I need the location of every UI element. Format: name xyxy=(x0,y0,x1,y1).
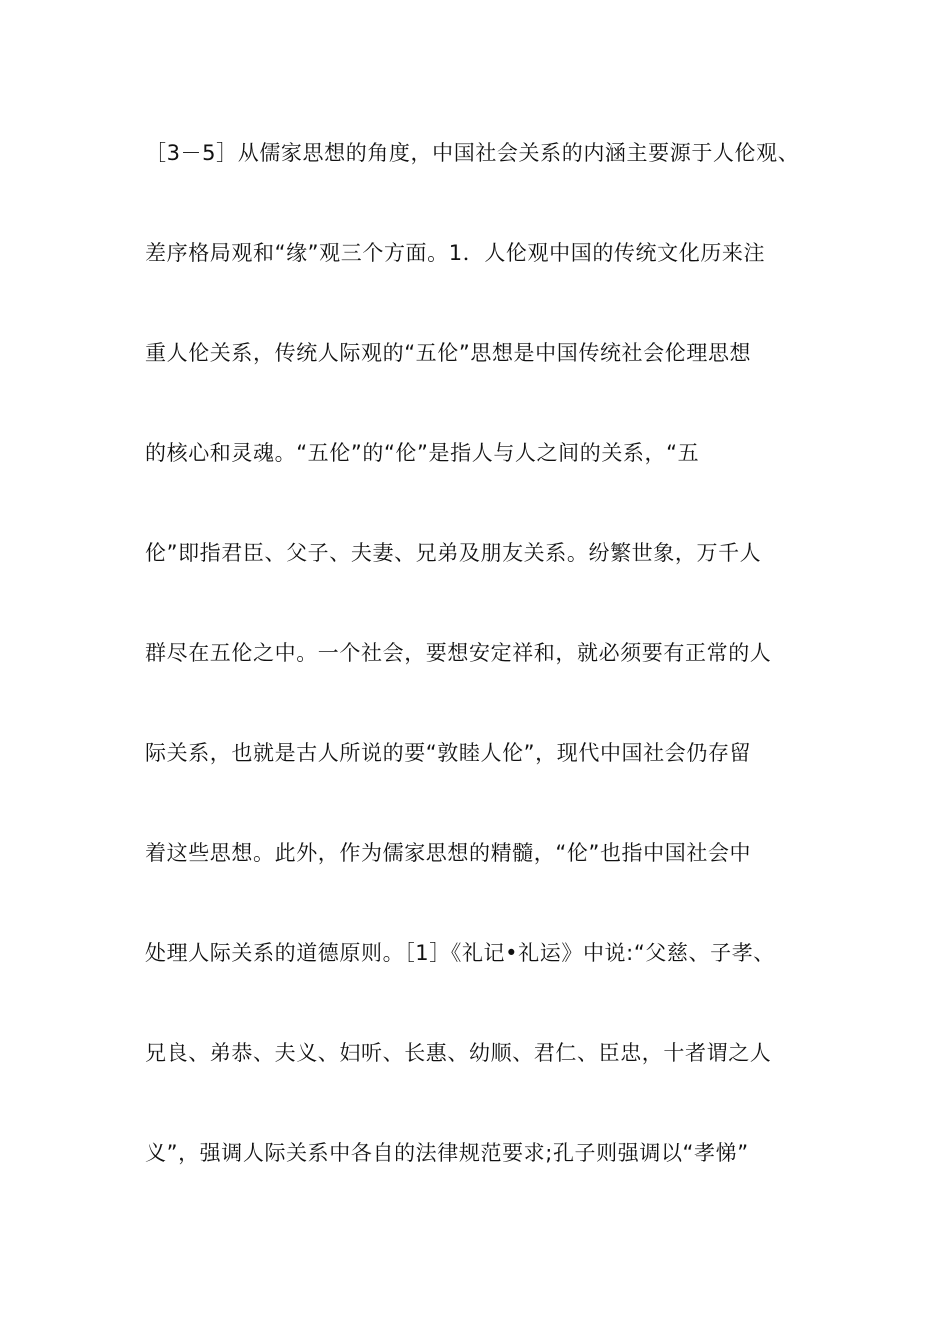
text-line: 着这些思想。此外，作为儒家思想的精髓，“伦”也指中国社会中 xyxy=(145,841,752,865)
body-text xyxy=(145,127,835,1227)
text-line: 差序格局观和“缘”观三个方面。1．人伦观中国的传统文化历来注 xyxy=(145,241,766,265)
text-line: 伦”即指君臣、父子、夫妻、兄弟及朋友关系。纷繁世象，万千人 xyxy=(145,541,762,565)
text-line: 处理人际关系的道德原则。［1］《礼记•礼运》中说:“父慈、子孝、 xyxy=(145,941,775,965)
text-line: ［3－5］从儒家思想的角度，中国社会关系的内涵主要源于人伦观、 xyxy=(145,141,800,165)
text-line: 群尽在五伦之中。一个社会，要想安定祥和，就必须要有正常的人 xyxy=(145,641,772,665)
text-line: 义”，强调人际关系中各自的法律规范要求;孔子则强调以“孝悌” xyxy=(145,1141,749,1165)
text-line: 的核心和灵魂。“五伦”的“伦”是指人与人之间的关系，“五 xyxy=(145,441,700,465)
text-line: 兄良、弟恭、夫义、妇听、长惠、幼顺、君仁、臣忠，十者谓之人 xyxy=(145,1041,772,1065)
text-line: 重人伦关系，传统人际观的“五伦”思想是中国传统社会伦理思想 xyxy=(145,341,752,365)
text-line: 际关系，也就是古人所说的要“敦睦人伦”，现代中国社会仍存留 xyxy=(145,741,752,765)
